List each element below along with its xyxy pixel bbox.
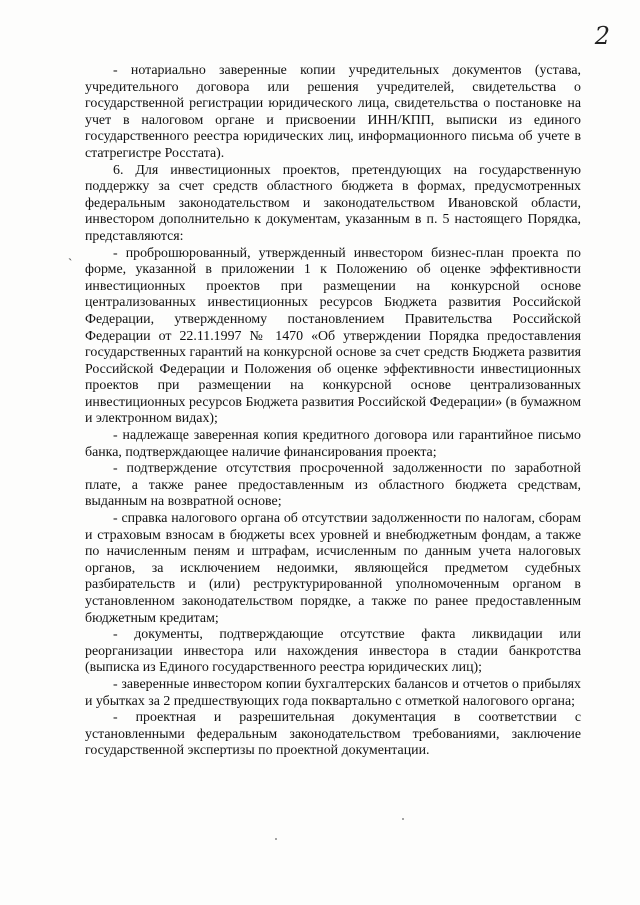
paragraph-project-documentation: - проектная и разрешительная документация в соответствии с установленными федеральным законодательством требованиями, заключение государственной экспертизы по проектной документации. xyxy=(85,710,581,759)
paragraph-no-wage-arrears: - подтверждение отсутствия просроченной задолженности по заработной плате, а также ранее предоставленным из областного бюджета средствам, выданным на возвратной основе; xyxy=(85,461,581,510)
paragraph-no-liquidation: - документы, подтверждающие отсутствие факта ликвидации или реорганизации инвестора или нахождения инвестора в стадии банкротства (выписка из Единого государственного реестра юридических лиц); xyxy=(85,627,581,676)
paragraph-credit-agreement: - надлежаще заверенная копия кредитного договора или гарантийное письмо банка, подтверждающее наличие финансирования проекта; xyxy=(85,428,581,460)
paragraph-6-investment-projects: 6. Для инвестиционных проектов, претендующих на государственную поддержку за счет средств областного бюджета в формах, предусмотренных федеральным законодательством и законодательством Ивановской области, инвестором дополнительно к документам, указанным в п. 5 настоящего Порядка, представляются: xyxy=(85,162,581,244)
paragraph-notarized-copies: - нотариально заверенные копии учредительных документов (устава, учредительного договора или решения учредителей, свидетельства о государственной регистрации юридического лица, свидетельства о постановке на учет в налоговом органе и присвоении ИНН/КПП, выписки из единого государственного реестра юридических лиц, информационного письма об учете в статрегистре Росстата). xyxy=(85,63,581,161)
page-number: 2 xyxy=(594,22,610,50)
document-body xyxy=(85,63,581,760)
paragraph-business-plan: - проброшюрованный, утвержденный инвестором бизнес-план проекта по форме, указанной в приложении 1 к Положению об оценке эффективности инвестиционных проектов при размещении на конкурсной основе централизованных инвестиционных ресурсов Бюджета развития Российской Федерации, утвержденному постановлением Правительства Российской Федерации от 22.11.1997 № 1470 «Об утверждении Порядка предоставления государственных гарантий на конкурсной основе за счет средств Бюджета развития Российской Федерации и Положения об оценке эффективности инвестиционных проектов при размещении на конкурсной основе централизованных инвестиционных ресурсов Бюджета развития Российской Федерации» (в бумажном и электронном видах); xyxy=(85,245,581,427)
paragraph-balance-sheets: - заверенные инвестором копии бухгалтерских балансов и отчетов о прибылях и убытках за 2 предшествующих года поквартально с отметкой налогового органа; xyxy=(85,676,581,709)
scan-speck xyxy=(402,818,404,820)
scan-speck xyxy=(275,838,277,840)
margin-mark: ˎ xyxy=(68,246,73,261)
paragraph-tax-certificate: - справка налогового органа об отсутствии задолженности по налогам, сборам и страховым взносам в бюджеты всех уровней и внебюджетным фондам, а также по начисленным пеням и штрафам, исчисленным по данным учета налоговых органов, за исключением недоимки, являющейся предметом судебных разбирательств и (или) реструктурированной уполномоченным органом в установленном законодательством порядке, а также по ранее предоставленным бюджетным кредитам; xyxy=(85,511,581,626)
